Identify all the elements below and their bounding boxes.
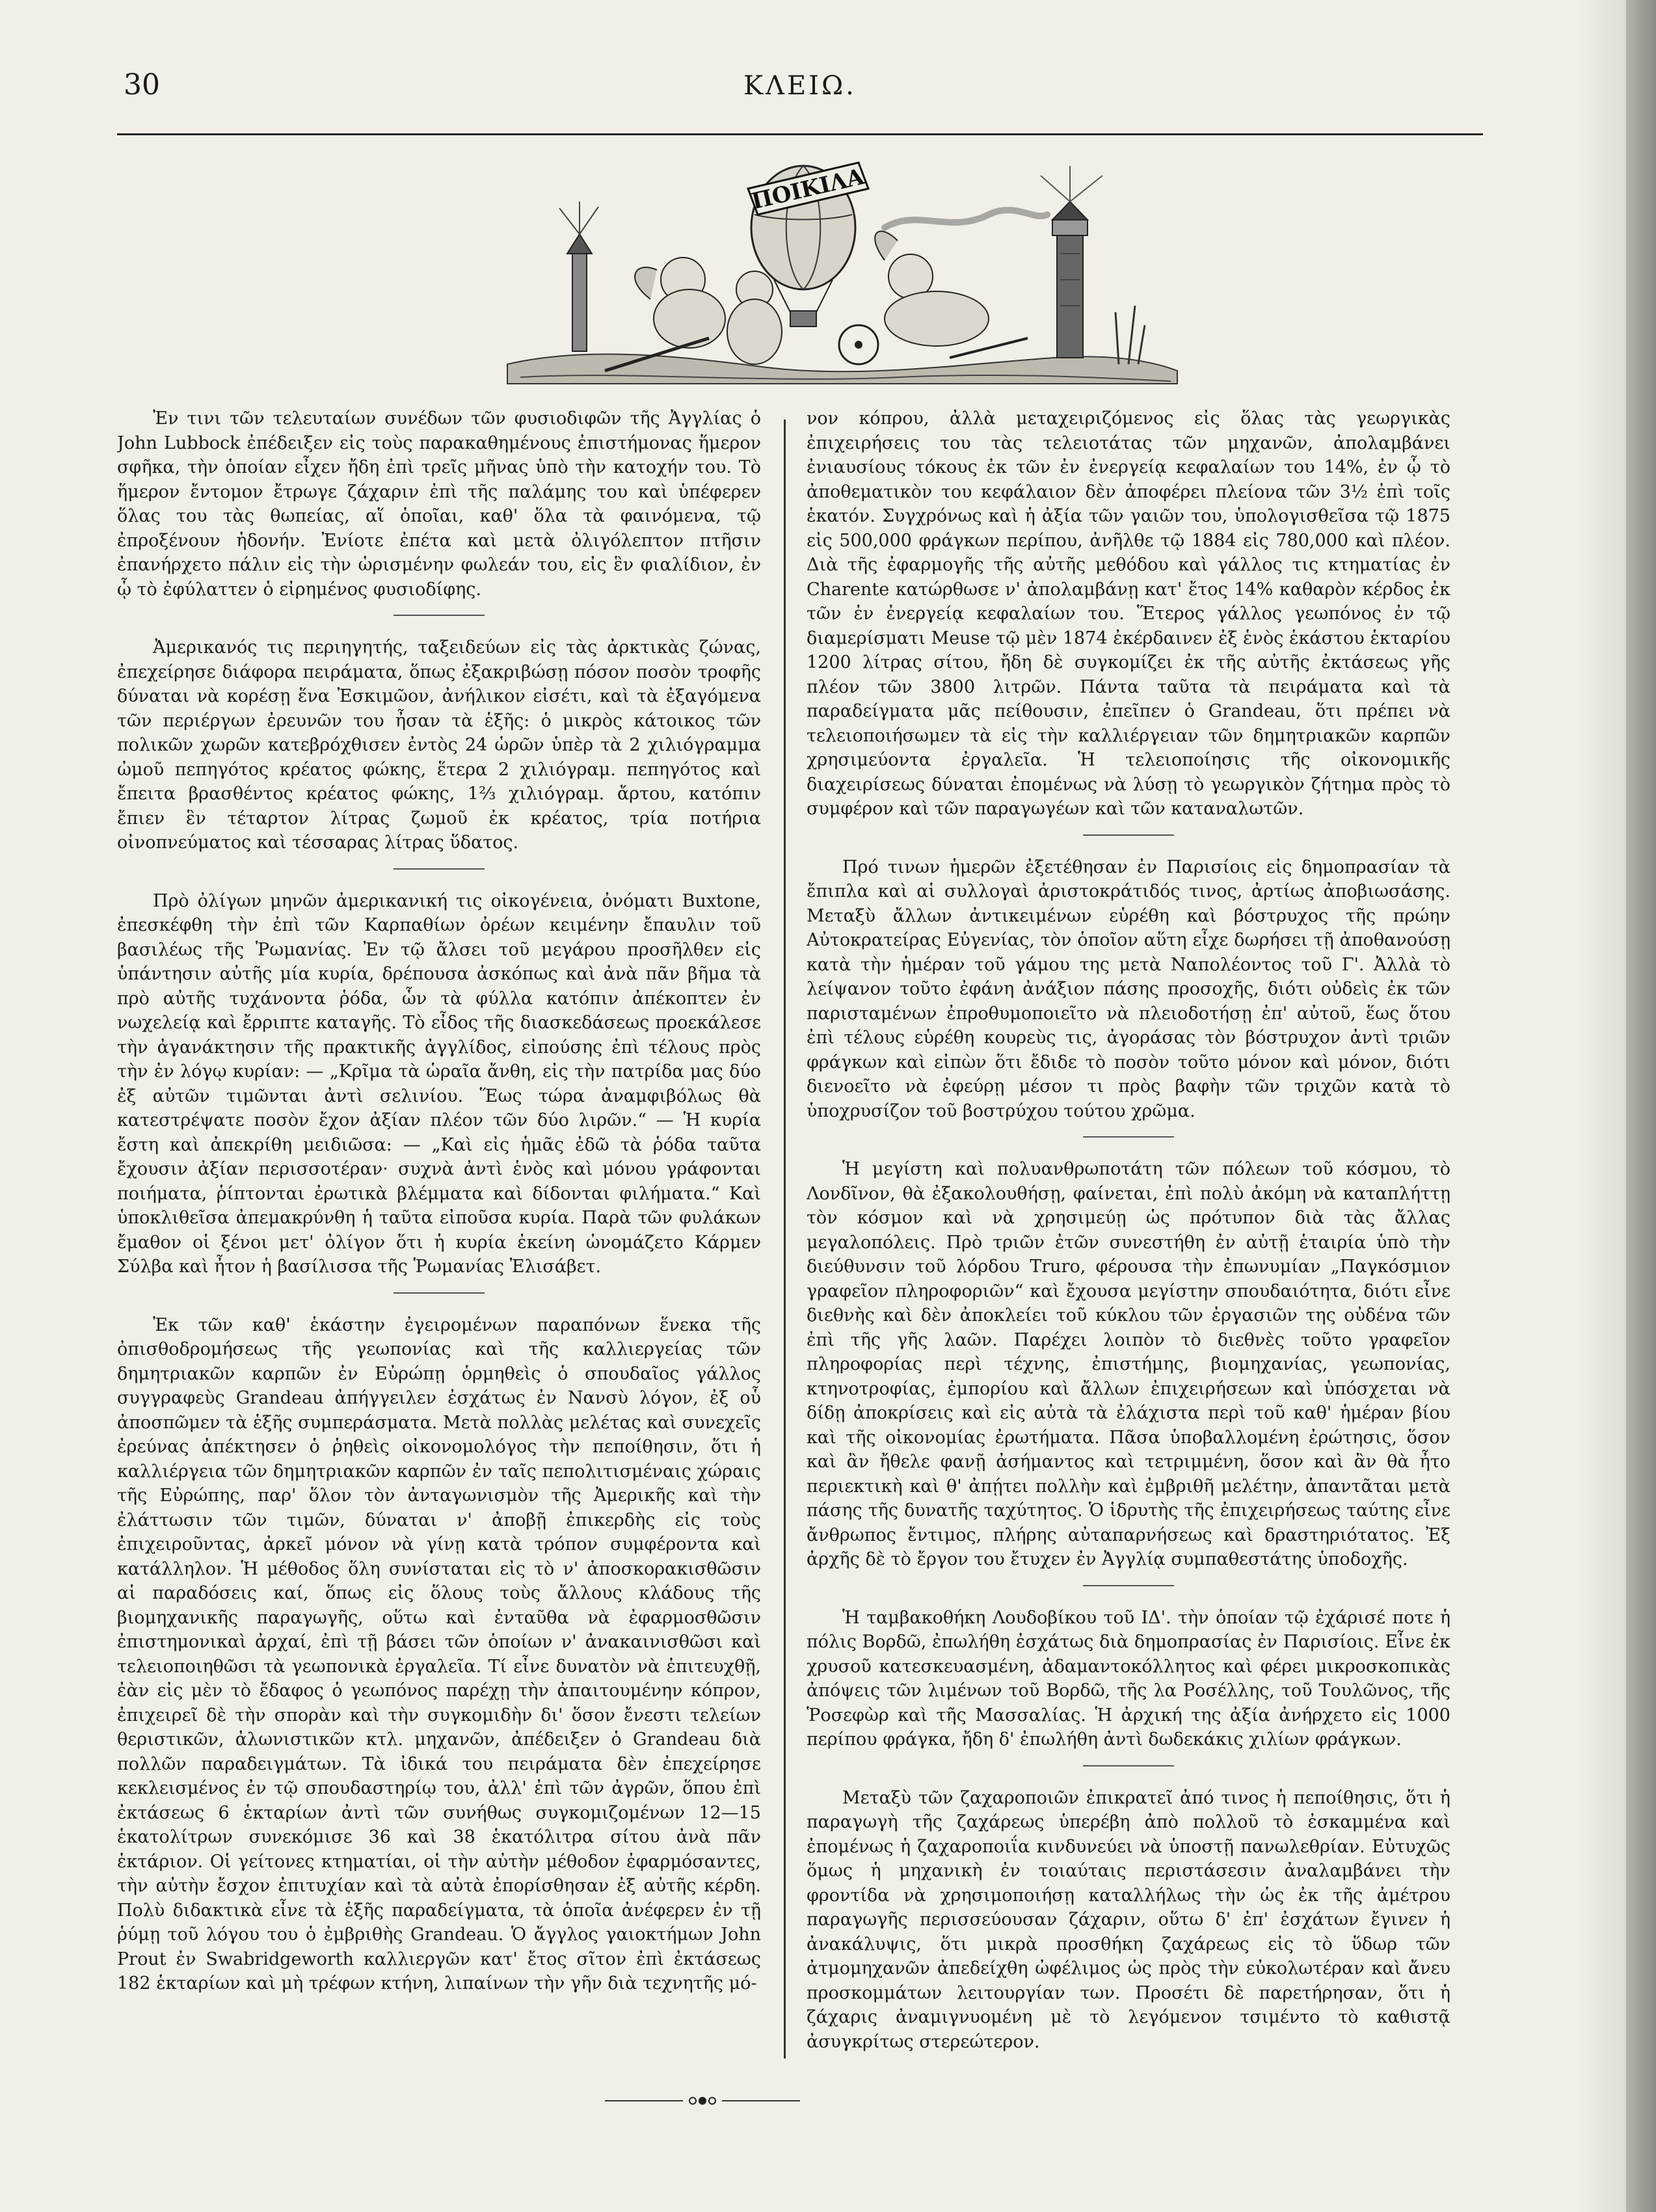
item-separator [1083,1136,1174,1138]
header-rule [117,133,1483,135]
item-london-information-office: Ἡ μεγίστη καὶ πολυανθρωποτάτη τῶν πόλεων τοῦ κόσμου, τὸ Λονδῖνον, θὰ ἐξακολουθήσῃ, φαίνεται, ἐπὶ πολὺ ἀκόμη νὰ καταπλήττῃ τὸν κόσμον καὶ νὰ χρησιμεύῃ ὡς πρότυπον διὰ τὰς ἄλλας μεγαλοπόλεις. Πρὸ τριῶν ἐτῶν συνεστήθη ἐν αὐτῇ ἑταιρία ὑπὸ τὴν διεύθυνσιν τοῦ λόρδου Truro, φέρουσα τὴν ἐπωνυμίαν „Παγκόσμιον γραφεῖον πληροφοριῶν“ καὶ ἔχουσα μεγίστην σπουδαιότητα, διότι εἶνε διεθνὴς καὶ δὲν ἀποκλείει τοῦ κύκλου τῶν ἐργασιῶν της οὐδένα τῶν ἐπὶ τῆς γῆς λαῶν. Παρέχει λοιπὸν τὸ διεθνὲς τοῦτο γραφεῖον πληροφορίας περὶ τέχνης, ἐπιστήμης, βιομηχανίας, γεωπονίας, κτηνοτροφίας, ἐμπορίου καὶ ἄλλων ἐπιχειρήσεων καὶ ὑπόσχεται νὰ δίδῃ ἀποκρίσεις καὶ εἰς αὐτὰ τὰ ἐλάχιστα περὶ τοῦ καθ' ἡμέραν βίου καὶ τῆς οἰκονομίας ἐρωτήματα. Πᾶσα ὑποβαλλομένη ἐρώτησις, ὅσον καὶ ἂν ἤθελε φανῇ ἀσήμαντος καὶ τετριμμένη, ὅσον καὶ ἂν θὰ ἦτο περιεκτικὴ καὶ θ' ἀπῄτει πολλὴν καὶ ἐμβριθῆ μελέτην, ἀπαντᾶται μετὰ πάσης τῆς δυνατῆς ταχύτητος. Ὁ ἱδρυτὴς τῆς ἐπιχειρήσεως ταύτης εἶνε ἄνθρωπος ἔντιμος, πλήρης αὐταπαρνήσεως καὶ δραστηριότατος. Ἐξ ἀρχῆς δὲ τὸ ἔργον του ἔτυχεν ἐν Ἀγγλίᾳ συμπαθεστάτης ὑποδοχῆς. [807,1159,1450,1569]
item-louis-xiv-snuffbox: Ἡ ταμβακοθήκη Λουδοβίκου τοῦ ΙΔ'. τὴν ὁποίαν τῷ ἐχάρισέ ποτε ἡ πόλις Βορδῶ, ἐπωλήθη ἐσχάτως διὰ δημοπρασίας ἐν Παρισίοις. Εἶνε ἐκ χρυσοῦ κατεσκευασμένη, ἀδαμαντοκόλλητος καὶ φέρει μικροσκοπικὰς ἀπόψεις τῶν λιμένων τοῦ Βορδῶ, τῆς λα Ροσέλλης, τοῦ Τουλῶνος, τῆς Ῥοσεφὼρ καὶ τῆς Μασσαλίας. Ἡ ἀρχική της ἀξία ἀνήρχετο εἰς 1000 περίπου φράγκα, ἤδη δ' ἐπωλήθη ἀντὶ δωδεκάκις χιλίων φράγκων. [807,1607,1450,1750]
item-grandeau-agriculture: Ἐκ τῶν καθ' ἑκάστην ἐγειρομένων παραπόνων ἕνεκα τῆς ὀπισθοδρομήσεως τῆς γεωπονίας καὶ τῆς καλλιεργείας τῶν δημητριακῶν καρπῶν ἐν Εὐρώπῃ ὁρμηθεὶς ὁ σπουδαῖος γάλλος συγγραφεὺς Grandeau ἀπήγγειλεν ἐσχάτως ἐν Νανσὺ λόγον, ἐξ οὗ ἀποσπῶμεν τὰ ἑξῆς συμπεράσματα. Μετὰ πολλὰς μελέτας καὶ συνεχεῖς ἐρεύνας ἀπέκτησεν ὁ ῥηθεὶς οἰκονομολόγος τὴν πεποίθησιν, ὅτι ἡ καλλιέργεια τῶν δημητριακῶν καρπῶν ἐν ταῖς πεπολιτισμέναις χώραις τῆς Εὐρώπης, παρ' ὅλον τὸν ἀνταγωνισμὸν τῆς Ἀμερικῆς καὶ τὴν ἐλάττωσιν τῶν τιμῶν, δύναται ν' ἀποβῇ ἐπικερδὴς εἰς τοὺς ἐπιχειροῦντας, ἀρκεῖ μόνον νὰ γίνῃ κατὰ τρόπον συμφέροντα καὶ κατάλληλον. Ἡ μέθοδος ὅλη συνίσταται εἰς τὸ ν' ἀποσκορακισθῶσιν αἱ παραδόσεις καί, ὅπως εἰς ὅλους τοὺς ἄλλους κλάδους τῆς βιομηχανικῆς παραγωγῆς, οὕτω καὶ ἐνταῦθα νὰ ἐφαρμοσθῶσιν ἐπιστημονικαὶ ἀρχαί, ἐπὶ τῇ βάσει τῶν ὁποίων ν' ἀνακαινισθῶσι καὶ τελειοποιηθῶσι τὰ γεωπονικὰ ἐργαλεῖα. Τί εἶνε δυνατὸν νὰ ἐπιτευχθῇ, ἐὰν εἰς μὲν τὸ ἔδαφος ὁ γεωπόνος παρέχῃ τὴν ἀπαιτουμένην κόπρον, ἐπιχειρεῖ δὲ τὴν σπορὰν καὶ τὴν συγκομιδὴν δι' ὅσον ἔνεστι τελείων θεριστικῶν, ἀλωνιστικῶν κτλ. μηχανῶν, ἀπέδειξεν ὁ Grandeau διὰ πολλῶν παραδειγμάτων. Τὰ ἰδικά του πειράματα δὲν ἐπεχείρησε κεκλεισμένος ἐν τῷ σπουδαστηρίῳ του, ἀλλ' ἐπὶ τῶν ἀγρῶν, ὅπου ἐπὶ ἐκτάσεως 6 ἑκταρίων ἀντὶ τῶν συνήθως συγκομιζομένων 12—15 ἑκατολίτρων συνεκόμισε 36 καὶ 38 ἑκατόλιτρα σίτου ἀνὰ πᾶν ἑκτάριον. Οἱ γείτονες κτηματίαι, οἱ τὴν αὐτὴν μέθοδον ἐφαρμόσαντες, τὴν αὐτὴν ἔσχον ἐπιτυχίαν καὶ τὰ αὐτὰ ἐπορίσθησαν ἐξ αὐτῆς κέρδη. Πολὺ διδακτικὰ εἶνε τὰ ἑξῆς παραδείγματα, τὰ ὁποῖα ἀνέφερεν ἐν τῇ ῥύμῃ τοῦ λόγου του ὁ ἐμβριθὴς Grandeau. Ὁ ἄγγλος γαιοκτήμων John Prout ἐν Swabridgeworth καλλιεργῶν κατ' ἔτος σῖτον ἐπὶ ἐκτάσεως 182 ἑκταρίων καὶ μὴ τρέφων κτήνη, λιπαίνων τὴν γῆν διὰ τεχνητῆς μό- [117,1314,761,1993]
ornament-balloon-text: ΠΟΙΚΙΛΑ [749,163,866,215]
item-grandeau-continued: νον κόπρου, ἀλλὰ μεταχειριζόμενος εἰς ὅλας τὰς γεωργικὰς ἐπιχειρήσεις του τὰς τελειοτάτας τῶν μηχανῶν, ἀπολαμβάνει ἐνιαυσίους τόκους ἐκ τῶν ἐν ἐνεργείᾳ κεφαλαίων του 14%, ἐν ᾧ τὸ ἀποθεματικὸν του κεφάλαιον δὲν ἀποφέρει πλείονα τῶν 3½ ἐπὶ τοῖς ἑκατόν. Συγχρόνως καὶ ἡ ἀξία τῶν γαιῶν του, ὑπολογισθεῖσα τῷ 1875 εἰς 500,000 φράγκων περίπου, ἀνῆλθε τῷ 1884 εἰς 780,000 καὶ πλέον. Διὰ τῆς ἐφαρμογῆς τῆς αὐτῆς μεθόδου καὶ γάλλος τις κτηματίας ἐν Charente κατώρθωσε ν' ἀπολαμβάνῃ κατ' ἔτος 14% καθαρὸν κέρδος ἐκ τῶν ἐν ἐνεργείᾳ κεφαλαίων του. Ἕτερος γάλλος γεωπόνος ἐν τῷ διαμερίσματι Meuse τῷ μὲν 1874 ἐκέρδαινεν ἐξ ἑνὸς ἑκάστου ἑκταρίου 1200 λίτρας σίτου, ἤδη δὲ συγκομίζει ἐκ τῆς αὐτῆς ἐκτάσεως γῆς πλέον τῶν 3800 λιτρῶν. Πάντα ταῦτα τὰ πειράματα καὶ τὰ παραδείγματα μᾶς πείθουσιν, ἐπεῖπεν ὁ Grandeau, ὅτι πρέπει νὰ τελειοποιήσωμεν τὰ εἰς τὴν καλλιέργειαν τῶν δημητριακῶν καρπῶν χρησιμεύοντα ἐργαλεῖα. Ἡ τελειοποίησις τῆς οἰκονομικῆς διαχειρίσεως δύναται ἐπομένως νὰ λύσῃ τὸ γεωργικὸν ζήτημα πρὸς τὸ συμφέρον καὶ τῶν παραγωγέων καὶ τῶν καταναλωτῶν. [807,408,1450,819]
item-separator [1083,1585,1174,1586]
item-lubbock-wasp: Ἐν τινι τῶν τελευταίων συνέδων τῶν φυσιοδιφῶν τῆς Ἀγγλίας ὁ John Lubbock ἐπέδειξεν εἰς τοὺς παρακαθημένους ἐπιστήμονας ἥμερον σφῆκα, τὴν ὁποίαν εἶχεν ἤδη ἐπὶ τρεῖς μῆνας ὑπὸ τὴν κατοχήν του. Τὸ ἥμερον ἔντομον ἔτρωγε ζάχαριν ἐπὶ τῆς παλάμης του καὶ ὑπέφερεν ὅλας του τὰς θωπείας, αἵ ὁποῖαι, καθ' ὅλα τὰ φαινόμενα, τῷ ἐπροξένουν ἡδονήν. Ἐνίοτε ἐπέτα καὶ μετὰ ὀλιγόλεπτον πτῆσιν ἐπανήρχετο πάλιν εἰς τὴν ὡρισμένην φωλεάν του, εἰς ἓν φιαλίδιον, ἐν ᾧ τὸ ἐφύλαττεν ὁ εἰρημένος φυσιοδίφης. [117,408,761,600]
item-separator [394,615,485,616]
item-separator [394,1292,485,1294]
item-carmen-sylva-roses: Πρὸ ὀλίγων μηνῶν ἀμερικανική τις οἰκογένεια, ὀνόματι Buxtone, ἐπεσκέφθη τὴν ἐπὶ τῶν Καρπαθίων ὀρέων κειμένην ἔπαυλιν τοῦ βασιλέως τῆς Ῥωμανίας. Ἐν τῷ ἄλσει τοῦ μεγάρου προσῆλθεν εἰς ὑπάντησιν αὐτῆς μία κυρία, δρέπουσα ἀσκόπως καὶ ἀνὰ πᾶν βῆμα τὰ πρὸ αὐτῆς τυχάνοντα ῥόδα, ὧν τὰ φύλλα κατόπιν ἀπέκοπτεν ἐν νωχελείᾳ καὶ ἔρριπτε καταγῆς. Τὸ εἶδος τῆς διασκεδάσεως προεκάλεσε τὴν ἀγανάκτησιν τῆς πρακτικῆς ἀγγλίδος, εἰπούσης ἐπὶ τέλους πρὸς τὴν ἐν λόγῳ κυρίαν: — „Κρῖμα τὰ ὡραῖα ἄνθη, εἰς τὴν πατρίδα μας δύο ἐξ αὐτῶν τιμῶνται ἀντὶ σελινίου. Ἕως τώρα ἀναμφιβόλως θὰ κατεστρέψατε ποσὸν ἔχον ἀξίαν πλέον τῶν δύο λιρῶν.“ — Ἡ κυρία ἔστη καὶ ἀπεκρίθη μειδιῶσα: — „Καὶ εἰς ἡμᾶς ἐδῶ τὰ ῥόδα ταῦτα ἔχουσιν ἀξίαν περισσοτέραν· συχνὰ ἀντὶ ἑνὸς καὶ μόνου γράφονται ποιήματα, ῥίπτονται ἐρωτικὰ βλέμματα καὶ δίδονται φιλήματα.“ Καὶ ὑποκλιθεῖσα ἀπεμακρύνθη ἡ ταῦτα εἰποῦσα κυρία. Παρὰ τῶν φυλάκων ἔμαθον οἱ ξένοι μετ' ὀλίγον ὅτι ἡ κυρία ἐκείνη ὠνομάζετο Κάρμεν Σύλβα καὶ ἦτον ἡ βασίλισσα τῆς Ῥωμανίας Ἐλισάβετ. [117,890,761,1277]
page-number: 30 [124,68,160,101]
item-eugenie-lock-of-hair: Πρό τινων ἡμερῶν ἐξετέθησαν ἐν Παρισίοις εἰς δημοπρασίαν τὰ ἔπιπλα καὶ αἱ συλλογαὶ ἀριστοκράτιδός τινος, ἀρτίως ἀποβιωσάσης. Μεταξὺ ἄλλων ἀντικειμένων εὑρέθη καὶ βόστρυχος τῆς πρώην Αὐτοκρατείρας Εὐγενίας, τὸν ὁποῖον αὕτη εἶχε δωρήσει τῇ ἀποθανούσῃ κατὰ τὴν ἡμέραν τοῦ γάμου της μετὰ Ναπολέοντος τοῦ Γ'. Ἀλλὰ τὸ λείψανον τοῦτο ἐφάνη ἀνάξιον πάσης προσοχῆς, διότι οὐδεὶς ἐκ τῶν παρισταμένων ἐπροθυμοποιεῖτο νὰ πλειοδοτήσῃ ἐπ' αὐτοῦ, ἕως ὅτου ἐπὶ τέλους εὑρέθη κουρεὺς τις, ἀγοράσας τὸν βόστρυχον ἀντὶ τριῶν φράγκων καὶ εἰπὼν ὅτι ἔδιδε τὸ ποσὸν τοῦτο μόνον καὶ μόνον, διότι διενοεῖτο νὰ ἐφεύρῃ μέσον τι πρὸς βαφὴν τῶν τριχῶν κατὰ τὸ ὑποχρυσίζον τοῦ βοστρύχου τούτου χρῶμα. [807,857,1450,1121]
article-body [117,406,1483,2072]
right-column [807,406,1450,2072]
lighthouse-icon [559,202,598,351]
item-separator [394,868,485,870]
section-ornament-illustration [494,150,1184,403]
item-sugar-industry: Μεταξὺ τῶν ζαχαροποιῶν ἐπικρατεῖ ἀπό τινος ἡ πεποίθησις, ὅτι ἡ παραγωγὴ τῆς ζαχάρεως ὑπερέβη ἀπὸ πολλοῦ τὸ ἐσκαμμένα καὶ ἐπομένως ἡ ζαχαροποιΐα κινδυνεύει νὰ ὑποστῇ πανωλεθρίαν. Εὐτυχῶς ὅμως ἡ μηχανικὴ ἐν τοιαύταις περιστάσεσιν ἀναλαμβάνει τὴν φροντίδα νὰ χρησιμοποιήσῃ καταλλήλως τὴν ὡς ἐκ τῆς ἀμέτρου παραγωγῆς περισσεύουσαν ζάχαριν, οὕτω δ' ἐπ' ἐσχάτων ἔγινεν ἡ ἀνακάλυψις, ὅτι μικρὰ προσθήκη ζαχάρεως εἰς τὸ ὕδωρ τῶν ἀτμομηχανῶν ἀπεδείχθη ὠφέλιμος ὡς πρὸς τὴν εὐκολωτέραν καὶ ἄνευ προσκομμάτων λειτουργίαν των. Προσέτι δὲ παρετήρησαν, ὅτι ἡ ζάχαρις ἀναμιγνυομένη μὲ τὸ λεγόμενον τσιμέντο τὸ καθιστᾷ ἀσυγκρίτως στερεώτερον. [807,1787,1450,2052]
page-header [117,62,1483,114]
item-eskimo-appetite: Ἀμερικανός τις περιηγητής, ταξειδεύων εἰς τὰς ἀρκτικὰς ζώνας, ἐπεχείρησε διάφορα πειράματα, ὅπως ἐξακριβώσῃ πόσον ποσὸν τροφῆς δύναται νὰ κορέσῃ ἕνα Ἐσκιμῶον, ἀνήλικον εἰσέτι, καὶ τὰ ἐξαγόμενα τῶν περιέργων ἐρευνῶν του ἦσαν τὰ ἑξῆς: ὁ μικρὸς κάτοικος τῶν πολικῶν χωρῶν κατεβρόχθισεν ἐντὸς 24 ὡρῶν ὑπὲρ τὰ 2 χιλιόγραμμα ὠμοῦ πεπηγότος κρέατος φώκης, ἕτερα 2 χιλιόγραμ. πεπηγότος καὶ ἔπειτα βρασθέντος κρέατος φώκης, 1⅔ χιλιόγραμ. ἄρτου, κατόπιν ἔπιεν ἓν τέταρτον λίτρας ζωμοῦ ἐκ κρέατος, τρία ποτήρια οἰνοπνεύματος καὶ τέσσαρας λίτρας ὕδατος. [117,637,761,853]
footer-flourish-icon [605,2091,800,2111]
running-title: ΚΛΕΙΩ. [743,71,857,101]
left-column [117,406,761,2072]
page-gutter-shadow [1578,0,1656,2212]
item-separator [1083,834,1174,836]
column-divider [784,420,786,2059]
item-separator [1083,1765,1174,1766]
lighthouse-icon [1041,166,1102,358]
